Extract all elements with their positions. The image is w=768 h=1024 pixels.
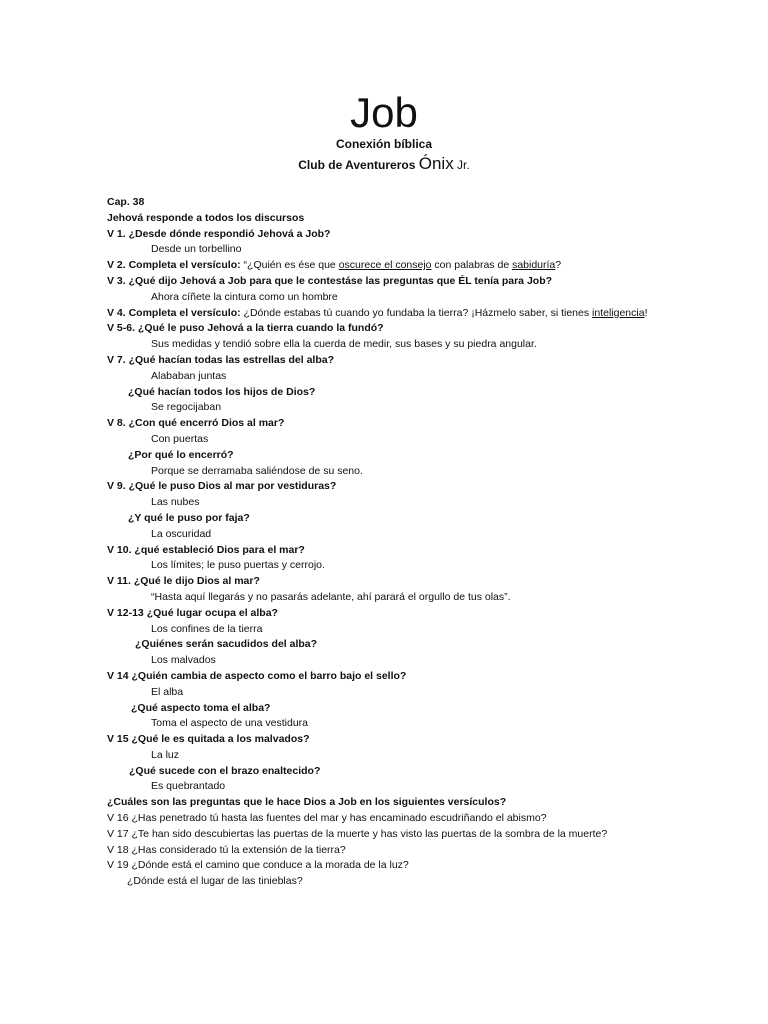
answer-v1: Desde un torbellino [151, 243, 242, 256]
question-v7-b: ¿Qué hacían todos los hijos de Dios? [128, 385, 316, 398]
answer-v5-6: Sus medidas y tendió sobre ella la cuerda de medir, sus bases y su piedra angular. [151, 338, 537, 351]
answer-v9: Las nubes [151, 496, 200, 509]
question-v10: V 10. ¿qué estableció Dios para el mar? [107, 543, 305, 556]
v2-blank-2: sabiduría [512, 259, 556, 272]
answer-v7-b: Se regocijaban [151, 401, 222, 414]
answer-v11: “Hasta aquí llegarás y no pasarás adelante, ahí parará el orgullo de tus olas”. [151, 590, 511, 603]
v2-label: V 2. Completa el versículo: [107, 259, 241, 272]
v4-blank-1: inteligencia [592, 306, 645, 319]
answer-v10: Los límites; le puso puertas y cerrojo. [151, 559, 325, 572]
v4-text-2: ! [644, 306, 648, 319]
club-prefix: Club de Aventureros [298, 158, 419, 172]
answer-v14-b: Toma el aspecto de una vestidura [151, 717, 309, 730]
question-v15-b: ¿Qué sucede con el brazo enaltecido? [129, 764, 321, 777]
answer-v7: Alababan juntas [151, 369, 227, 382]
question-v17: V 17 ¿Te han sido descubiertas las puertas de la muerte y has visto las puertas de la sombra de la muerte? [107, 827, 608, 840]
question-v16: V 16 ¿Has penetrado tú hasta las fuentes del mar y has encaminado escudriñando el abismo? [107, 812, 547, 825]
v2-blank-1: oscurece el consejo [338, 259, 432, 272]
answer-v3: Ahora cíñete la cintura como un hombre [151, 290, 338, 303]
v2-text-2: con palabras de [431, 259, 513, 272]
question-v12-13-b: ¿Quiénes serán sacudidos del alba? [135, 638, 318, 651]
answer-v14: El alba [151, 685, 184, 698]
intro-line: Jehová responde a todos los discursos [107, 211, 305, 224]
question-v12-13: V 12-13 ¿Qué lugar ocupa el alba? [107, 606, 278, 619]
section-question: ¿Cuáles son las preguntas que le hace Dios a Job en los siguientes versículos? [107, 796, 507, 809]
question-v11: V 11. ¿Qué le dijo Dios al mar? [107, 575, 260, 588]
answer-v12-13: Los confines de la tierra [151, 622, 263, 635]
question-v9: V 9. ¿Qué le puso Dios al mar por vestiduras? [107, 480, 337, 493]
question-v14-b: ¿Qué aspecto toma el alba? [131, 701, 271, 714]
question-v14: V 14 ¿Quién cambia de aspecto como el barro bajo el sello? [107, 669, 407, 682]
chapter-label: Cap. 38 [107, 196, 145, 208]
v2-text-1: “¿Quién es ése que [240, 259, 339, 272]
question-v1: V 1. ¿Desde dónde respondió Jehová a Job? [107, 227, 331, 240]
page-title: Job [350, 89, 418, 136]
question-v19-b: ¿Dónde está el lugar de las tinieblas? [127, 875, 303, 888]
club-suffix: Jr. [453, 158, 470, 172]
v4-label: V 4. Completa el versículo: [107, 306, 241, 319]
answer-v8-b: Porque se derramaba saliéndose de su seno. [151, 464, 363, 477]
v4-text-1: ¿Dónde estabas tú cuando yo fundaba la tierra? ¡Házmelo saber, si tienes [240, 306, 593, 319]
question-v7: V 7. ¿Qué hacían todas las estrellas del alba? [107, 353, 335, 366]
question-v8-b: ¿Por qué lo encerró? [128, 448, 234, 461]
question-v9-b: ¿Y qué le puso por faja? [128, 511, 250, 524]
answer-v12-13-b: Los malvados [151, 654, 216, 667]
question-v5-6: V 5-6. ¿Qué le puso Jehová a la tierra cuando la fundó? [107, 322, 384, 335]
question-v4 [107, 306, 662, 322]
club-line [0, 155, 768, 174]
answer-v9-b: La oscuridad [151, 527, 212, 540]
answer-v8: Con puertas [151, 432, 209, 445]
answer-v15: La luz [151, 748, 180, 761]
document-body [107, 195, 662, 890]
club-name: Ónix [418, 154, 454, 173]
question-v19: V 19 ¿Dónde está el camino que conduce a la morada de la luz? [107, 859, 409, 872]
question-v15: V 15 ¿Qué le es quitada a los malvados? [107, 733, 310, 746]
question-v18: V 18 ¿Has considerado tú la extensión de la tierra? [107, 843, 346, 856]
answer-v15-b: Es quebrantado [151, 780, 226, 793]
question-v2 [107, 258, 662, 274]
question-v8: V 8. ¿Con qué encerró Dios al mar? [107, 417, 285, 430]
question-v3: V 3. ¿Qué dijo Jehová a Job para que le contestáse las preguntas que ÉL tenía para Job? [107, 274, 553, 287]
v2-text-3: ? [555, 259, 562, 272]
page-subtitle: Conexión bíblica [335, 137, 432, 151]
